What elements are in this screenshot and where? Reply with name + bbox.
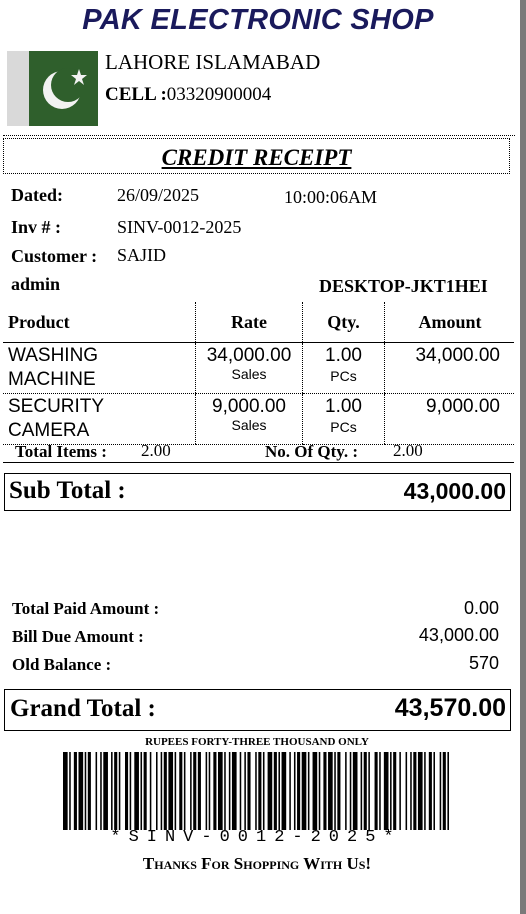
- thank-you-message: Thanks For Shopping With Us!: [142, 854, 372, 873]
- date-value: 26/09/2025: [117, 185, 200, 205]
- barcode-bar: [282, 752, 287, 830]
- barcode-bar: [337, 752, 340, 830]
- product-cell: [3, 394, 196, 445]
- barcode-text: *SINV-0012-2025*: [110, 828, 402, 847]
- sub-total-label: Sub Total :: [9, 477, 126, 504]
- barcode-bar: [384, 752, 389, 830]
- barcode-bar: [150, 752, 152, 830]
- table-row: [3, 394, 514, 445]
- grand-total-value: 43,570.00: [394, 694, 506, 722]
- barcode-bar: [345, 752, 347, 830]
- barcode-bar: [424, 752, 426, 830]
- barcode-bar: [263, 752, 265, 830]
- rate-cell: [196, 394, 303, 445]
- barcode-bar: [79, 752, 84, 830]
- barcode-bar: [168, 752, 173, 830]
- barcode-bar: [85, 752, 87, 830]
- barcode-bar: [406, 752, 408, 830]
- barcode-image: [63, 752, 449, 830]
- barcode-bar: [179, 752, 182, 830]
- barcode-bar: [130, 752, 132, 830]
- barcode-bar: [141, 752, 143, 830]
- barcode-bar: [190, 752, 192, 830]
- qty-unit: PCs: [330, 419, 357, 435]
- rate-value: 34,000.00: [206, 345, 292, 366]
- barcode-bar: [100, 752, 102, 830]
- inv-value: SINV-0012-2025: [117, 217, 242, 237]
- time-value: 10:00:06AM: [284, 187, 378, 207]
- barcode-bar: [193, 752, 196, 830]
- old-balance-value: 570: [468, 653, 499, 673]
- shop-address: LAHORE ISLAMABAD: [105, 50, 321, 74]
- shop-cell: [105, 84, 271, 106]
- no-qty-label: No. Of Qty. :: [265, 442, 359, 461]
- barcode-bar: [134, 752, 139, 830]
- barcode-bar: [224, 752, 226, 830]
- col-qty: Qty.: [303, 302, 385, 343]
- barcode-bar: [294, 752, 296, 830]
- grand-total-label: Grand Total :: [10, 695, 156, 722]
- barcode-bar: [313, 752, 318, 830]
- product-name-line2: MACHINE: [8, 369, 96, 390]
- product-name-line1: WASHING: [8, 345, 99, 366]
- items-table: [3, 302, 514, 445]
- barcode-bar: [156, 752, 158, 830]
- barcode-bar: [232, 752, 237, 830]
- user-name: admin: [11, 274, 61, 294]
- old-balance-label: Old Balance :: [12, 655, 112, 674]
- product-name-line2: CAMERA: [8, 420, 90, 441]
- barcode-bar: [433, 752, 435, 830]
- rate-cell: [196, 343, 303, 394]
- cell-number: 03320900004: [166, 84, 272, 105]
- barcode-bar: [429, 752, 432, 830]
- qty-cell: [303, 394, 385, 445]
- barcode-bar: [410, 752, 412, 830]
- barcode-bar: [74, 752, 77, 830]
- barcode-bar: [119, 752, 121, 830]
- barcode-bar: [229, 752, 231, 830]
- barcode-bar: [96, 752, 98, 830]
- grand-total-box: [4, 689, 511, 731]
- barcode-bar: [440, 752, 442, 830]
- barcode-bar: [413, 752, 416, 830]
- barcode-bar: [375, 752, 378, 830]
- barcode-bar: [334, 752, 336, 830]
- receipt-title-box: [3, 138, 510, 174]
- barcode-bar: [443, 752, 446, 830]
- paid-value: 0.00: [463, 598, 499, 618]
- barcode-bar: [144, 752, 147, 830]
- barcode-bar: [213, 752, 216, 830]
- qty-cell: [303, 343, 385, 394]
- barcode-bar: [69, 752, 71, 830]
- barcode-bar: [164, 752, 167, 830]
- sub-total-value: 43,000.00: [403, 478, 506, 504]
- customer-label: Customer :: [11, 246, 98, 266]
- qty-unit: PCs: [330, 368, 357, 384]
- amount-in-words: RUPEES FORTY-THREE THOUSAND ONLY: [145, 736, 369, 748]
- barcode-bar: [114, 752, 117, 830]
- barcode-bar: [103, 752, 108, 830]
- amount-cell: [385, 394, 515, 445]
- barcode-bar: [258, 752, 261, 830]
- dated-label: Dated:: [11, 185, 63, 205]
- barcode-bar: [111, 752, 113, 830]
- barcode-bar: [393, 752, 396, 830]
- barcode-bar: [268, 752, 273, 830]
- window-edge: [520, 0, 526, 914]
- barcode-bar: [297, 752, 300, 830]
- barcode-bar: [206, 752, 208, 830]
- barcode-bar: [278, 752, 280, 830]
- paid-label: Total Paid Amount :: [12, 599, 160, 618]
- table-row: [3, 343, 514, 394]
- barcode-bar: [361, 752, 363, 830]
- barcode-bar: [447, 752, 449, 830]
- barcode-bar: [240, 752, 242, 830]
- col-product: Product: [3, 302, 196, 343]
- barcode-bar: [125, 752, 128, 830]
- barcode-bar: [399, 752, 401, 830]
- barcode-bar: [302, 752, 307, 830]
- barcode-bar: [255, 752, 257, 830]
- barcode-bar: [390, 752, 392, 830]
- amount-value: 34,000.00: [415, 345, 500, 366]
- barcode-bar: [418, 752, 423, 830]
- total-items-value: 2.00: [141, 441, 171, 460]
- barcode-bar: [198, 752, 201, 830]
- barcode-bar: [379, 752, 381, 830]
- barcode-bar: [184, 752, 186, 830]
- rate-type: Sales: [231, 366, 267, 382]
- barcode-bar: [308, 752, 310, 830]
- barcode-bar: [289, 752, 291, 830]
- barcode-bar: [244, 752, 246, 830]
- barcode-bar: [364, 752, 367, 830]
- sub-total-box: [4, 473, 511, 511]
- barcode-bar: [274, 752, 277, 830]
- barcode-bar: [350, 752, 352, 830]
- rate-value: 9,000.00: [212, 396, 286, 417]
- header-divider: [3, 135, 515, 136]
- shop-name: PAK ELECTRONIC SHOP: [82, 4, 434, 36]
- col-amount: Amount: [385, 302, 515, 343]
- barcode-bar: [319, 752, 321, 830]
- barcode-bar: [328, 752, 333, 830]
- product-cell: [3, 343, 196, 394]
- table-header-row: [3, 302, 514, 343]
- pakistan-flag-logo: [7, 51, 98, 126]
- receipt-title: CREDIT RECEIPT: [161, 145, 352, 170]
- due-label: Bill Due Amount :: [12, 627, 144, 646]
- no-qty-value: 2.00: [393, 441, 423, 460]
- barcode-bar: [209, 752, 211, 830]
- col-rate: Rate: [196, 302, 303, 343]
- barcode-bar: [218, 752, 223, 830]
- customer-value: SAJID: [117, 245, 167, 265]
- items-summary-row: [3, 442, 514, 463]
- barcode-bar: [323, 752, 326, 830]
- amount-value: 9,000.00: [426, 396, 500, 417]
- due-value: 43,000.00: [418, 625, 499, 645]
- barcode-bar: [88, 752, 91, 830]
- barcode-bar: [63, 752, 68, 830]
- barcode-bar: [368, 752, 370, 830]
- machine-name: DESKTOP-JKT1HEI: [319, 276, 488, 296]
- barcode-bar: [161, 752, 163, 830]
- cell-label: CELL :: [105, 84, 167, 105]
- amount-cell: [385, 343, 515, 394]
- total-items-label: Total Items :: [15, 442, 107, 461]
- barcode-bar: [247, 752, 250, 830]
- barcode-bar: [175, 752, 177, 830]
- barcode-bar: [353, 752, 358, 830]
- product-name-line1: SECURITY: [8, 396, 105, 417]
- inv-label: Inv # :: [11, 217, 62, 237]
- qty-value: 1.00: [325, 345, 362, 366]
- rate-type: Sales: [231, 417, 267, 433]
- qty-value: 1.00: [325, 396, 362, 417]
